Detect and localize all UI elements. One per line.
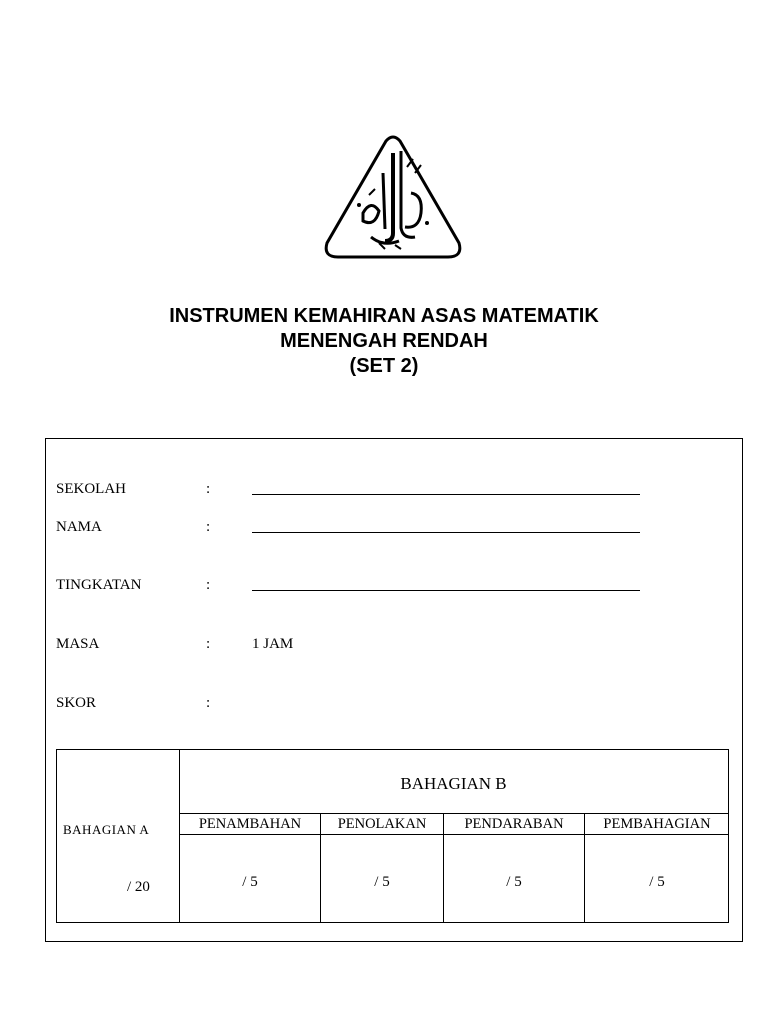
tingkatan-blank-line[interactable] bbox=[252, 590, 640, 591]
field-label: MASA bbox=[56, 636, 100, 652]
field-colon: : bbox=[206, 577, 211, 593]
page-title-line-2: MENENGAH RENDAH bbox=[280, 330, 488, 352]
page-title-line-3: (SET 2) bbox=[349, 355, 419, 377]
field-nama bbox=[56, 519, 736, 541]
masa-value: 1 JAM bbox=[252, 636, 294, 652]
bahagian-a-score: / 20 bbox=[127, 879, 150, 895]
field-sekolah bbox=[56, 481, 736, 503]
score-pendaraban: / 5 bbox=[506, 874, 522, 890]
field-masa bbox=[56, 636, 736, 658]
field-colon: : bbox=[206, 519, 211, 535]
field-tingkatan bbox=[56, 577, 736, 599]
score-table bbox=[56, 749, 729, 923]
field-colon: : bbox=[206, 481, 211, 497]
score-pembahagian: / 5 bbox=[649, 874, 665, 890]
column-header-penambahan: PENAMBAHAN bbox=[198, 816, 302, 832]
field-label: NAMA bbox=[56, 519, 102, 535]
score-penambahan: / 5 bbox=[242, 874, 258, 890]
field-skor bbox=[56, 695, 736, 717]
score-penolakan: / 5 bbox=[374, 874, 390, 890]
nama-blank-line[interactable] bbox=[252, 532, 640, 533]
column-header-pendaraban: PENDARABAN bbox=[464, 816, 564, 832]
column-header-pembahagian: PEMBAHAGIAN bbox=[603, 816, 711, 832]
bahagian-a-label: BAHAGIAN A bbox=[63, 822, 150, 837]
bahagian-b-title: BAHAGIAN B bbox=[400, 774, 507, 793]
calligraphy-emblem-icon bbox=[323, 133, 463, 259]
page-title-line-1: INSTRUMEN KEMAHIRAN ASAS MATEMATIK bbox=[169, 305, 599, 327]
field-label: SKOR bbox=[56, 695, 97, 711]
field-label: TINGKATAN bbox=[56, 577, 142, 593]
student-info-box bbox=[45, 438, 743, 942]
field-colon: : bbox=[206, 695, 211, 711]
field-label: SEKOLAH bbox=[56, 481, 126, 497]
table-divider bbox=[179, 834, 729, 835]
sekolah-blank-line[interactable] bbox=[252, 494, 640, 495]
bahagian-a-cell bbox=[57, 750, 180, 922]
column-header-penolakan: PENOLAKAN bbox=[337, 816, 427, 832]
field-colon: : bbox=[206, 636, 211, 652]
